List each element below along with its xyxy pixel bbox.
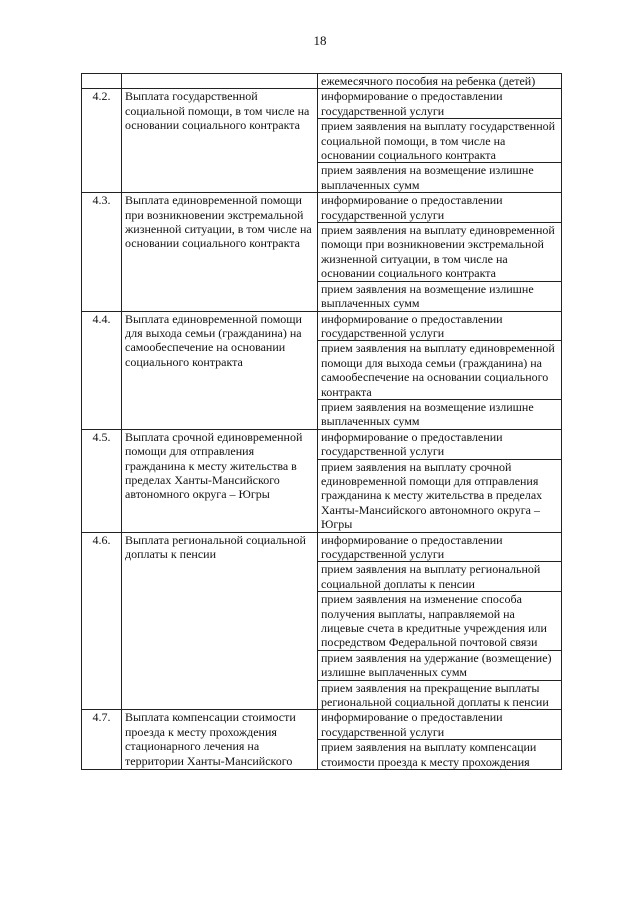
table-row — [82, 710, 562, 740]
subservice-item: информирование о предоставлении государственной услуги — [318, 311, 562, 341]
subservice-item: информирование о предоставлении государственной услуги — [318, 89, 562, 119]
service-name: Выплата единовременной помощи для выхода семьи (гражданина) на самообеспечение на основании социального контракта — [122, 311, 318, 429]
table-row — [82, 429, 562, 459]
services-table — [81, 73, 562, 770]
service-name: Выплата срочной единовременной помощи для отправления гражданина к месту жительства в пределах Ханты-Мансийского автономного округа – Югры — [122, 429, 318, 532]
row-number: 4.2. — [82, 89, 122, 193]
number-cell — [82, 74, 122, 89]
subservice-item: прием заявления на выплату компенсации стоимости проезда к месту прохождения — [318, 740, 562, 770]
subservice-item: прием заявления на удержание (возмещение) излишне выплаченных сумм — [318, 650, 562, 680]
subservice-item: информирование о предоставлении государственной услуги — [318, 429, 562, 459]
continuation-row — [82, 74, 562, 89]
service-name: Выплата государственной социальной помощи, в том числе на основании социального контракта — [122, 89, 318, 193]
subservice-item: прием заявления на выплату срочной единовременной помощи для отправления гражданина к месту жительства в пределах Ханты-Мансийского автономного округа – Югры — [318, 459, 562, 532]
subservice-cell: ежемесячного пособия на ребенка (детей) — [318, 74, 562, 89]
service-name: Выплата единовременной помощи при возникновении экстремальной жизненной ситуации, в том числе на основании социального контракта — [122, 193, 318, 311]
subservice-item: информирование о предоставлении государственной услуги — [318, 532, 562, 562]
subservice-item: прием заявления на выплату региональной социальной доплаты к пенсии — [318, 562, 562, 592]
row-number: 4.6. — [82, 532, 122, 710]
service-name: Выплата региональной социальной доплаты к пенсии — [122, 532, 318, 710]
subservice-item: прием заявления на возмещение излишне выплаченных сумм — [318, 163, 562, 193]
table-row — [82, 89, 562, 119]
subservice-item: прием заявления на прекращение выплаты региональной социальной доплаты к пенсии — [318, 680, 562, 710]
table-row — [82, 532, 562, 562]
subservice-item: информирование о предоставлении государственной услуги — [318, 193, 562, 223]
service-name-cell — [122, 74, 318, 89]
subservice-item: прием заявления на выплату государственной социальной помощи, в том числе на основании социального контракта — [318, 119, 562, 163]
subservice-item: прием заявления на возмещение излишне выплаченных сумм — [318, 399, 562, 429]
subservice-item: прием заявления на выплату единовременной помощи для выхода семьи (гражданина) на самообеспечение на основании социального контракта — [318, 341, 562, 400]
subservice-item: прием заявления на выплату единовременной помощи при возникновении экстремальной жизненной ситуации, в том числе на основании социального контракта — [318, 223, 562, 282]
row-number: 4.3. — [82, 193, 122, 311]
service-name: Выплата компенсации стоимости проезда к месту прохождения стационарного лечения на территории Ханты-Мансийского — [122, 710, 318, 770]
row-number: 4.5. — [82, 429, 122, 532]
row-number: 4.4. — [82, 311, 122, 429]
page-number: 18 — [313, 33, 327, 48]
subservice-item: прием заявления на изменение способа получения выплаты, направляемой на лицевые счета в кредитные учреждения или посредством Федеральной почтовой связи — [318, 592, 562, 651]
table-row — [82, 311, 562, 341]
table-row — [82, 193, 562, 223]
row-number: 4.7. — [82, 710, 122, 770]
subservice-item: информирование о предоставлении государственной услуги — [318, 710, 562, 740]
subservice-item: прием заявления на возмещение излишне выплаченных сумм — [318, 281, 562, 311]
